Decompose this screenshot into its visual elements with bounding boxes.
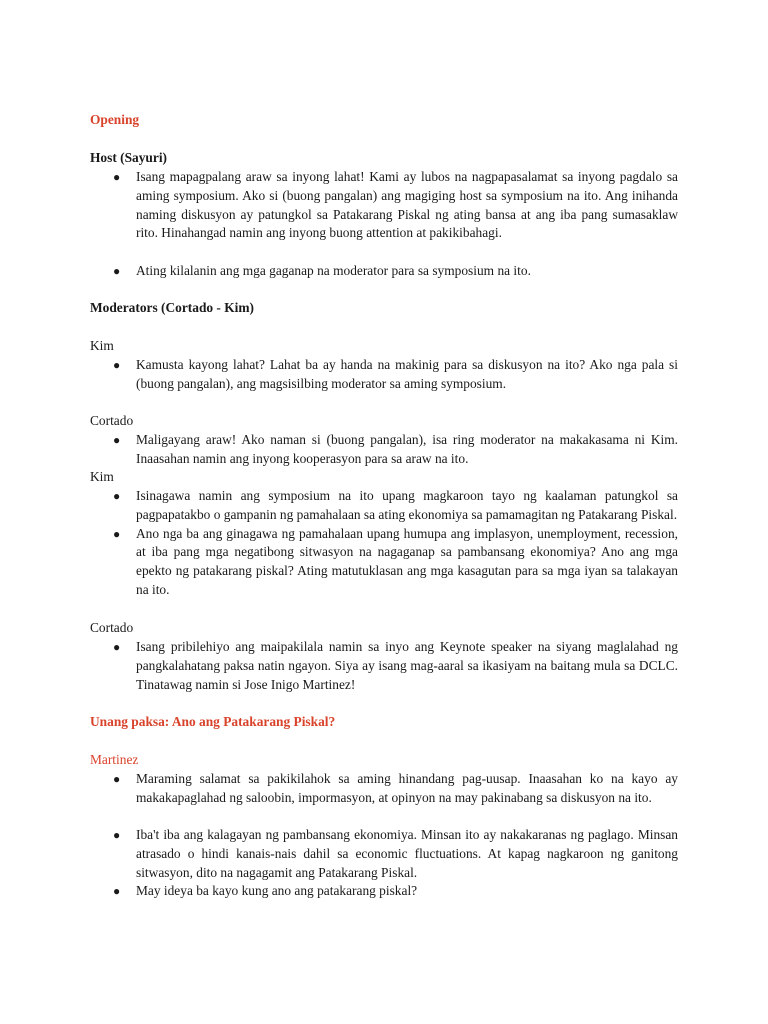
opening-heading: Opening <box>90 112 140 127</box>
bullet-icon: ● <box>113 264 121 278</box>
host-bullets-2 <box>90 262 678 281</box>
host-heading: Host (Sayuri) <box>90 150 167 165</box>
speaker-kim: Kim <box>90 338 114 353</box>
martinez-bullets-2 <box>90 826 678 901</box>
kim-bullets-2 <box>90 487 678 600</box>
kim-bullets-1 <box>90 356 678 394</box>
bullet-icon: ● <box>113 526 121 541</box>
bullet-icon: ● <box>113 489 121 503</box>
cortado-bullets-2 <box>90 638 678 694</box>
speaker-martinez: Martinez <box>90 752 139 767</box>
bullet-icon: ● <box>113 772 121 786</box>
list-item: ● Ating kilalanin ang mga gaganap na moderator para sa symposium na ito. <box>90 262 678 281</box>
list-item: ● Isinagawa namin ang symposium na ito upang magkaroon tayo ng kaalaman patungkol sa pagpapatakbo o gampanin ng pamahalaan sa ating ekonomiya sa pamamagitan ng Patakarang Piskal. <box>113 488 678 522</box>
speaker-cortado: Cortado <box>90 620 134 635</box>
list-item: ● Kamusta kayong lahat? Lahat ba ay handa na makinig para sa diskusyon na ito? Ako nga pala si (buong pangalan), ang magsisilbing moderator sa aming symposium. <box>113 357 678 391</box>
bullet-icon: ● <box>113 170 121 184</box>
list-item: ● Isang pribilehiyo ang maipakilala namin sa inyo ang Keynote speaker na siyang maglalahad ng pangkalahatang paksa natin ngayon. Siya ay isang mag-aaral sa ikasiyam na baitang mula sa DCLC. Tinatawag namin si Jose Inigo Martinez! <box>113 639 678 692</box>
martinez-bullets-1 <box>90 770 678 808</box>
list-item: ● Iba't iba ang kalagayan ng pambansang ekonomiya. Minsan ito ay nakakaranas ng paglago. Minsan atrasado o hindi kanais-nais dahil sa economic fluctuations. At kapag nagkaroon ng ganitong sitwasyon, dito na nagagamit ang Patakarang Piskal. <box>113 827 678 880</box>
host-bullets-1 <box>90 168 678 243</box>
list-item: ● Ano nga ba ang ginagawa ng pamahalaan upang humupa ang implasyon, unemployment, recession, at iba pang mga negatibong sitwasyon na nagaganap sa pambansang ekonomiya? Ano ang mga epekto ng patakarang piskal? Ating matutuklasan ang mga kasagutan para sa mga iyan sa talakayan na ito. <box>113 525 678 597</box>
list-item: ● May ideya ba kayo kung ano ang patakarang piskal? <box>90 882 678 901</box>
bullet-icon: ● <box>113 640 121 654</box>
list-item: ● Isang mapagpalang araw sa inyong lahat! Kami ay lubos na nagpapasalamat sa inyong pagdalo sa aming symposium. Ako si (buong pangalan) ang magiging host sa symposium na ito. Ang inihanda naming diskusyon ay patungkol sa Patakarang Piskal ng ating bansa at ang iba pang sumasaklaw rito. Hinahangad namin ang inyong buong attention at pakikibahagi. <box>113 169 678 241</box>
cortado-bullets-1 <box>90 431 678 469</box>
bullet-icon: ● <box>113 884 121 899</box>
bullet-icon: ● <box>113 828 121 842</box>
moderators-heading: Moderators (Cortado - Kim) <box>90 300 254 315</box>
speaker-cortado: Cortado <box>90 413 134 428</box>
bullet-icon: ● <box>113 433 121 447</box>
speaker-kim: Kim <box>90 469 114 484</box>
bullet-icon: ● <box>113 358 121 372</box>
topic1-heading: Unang paksa: Ano ang Patakarang Piskal? <box>90 714 336 729</box>
list-item: ● Maraming salamat sa pakikilahok sa aming hinandang pag-uusap. Inaasahan ko na kayo ay makakapaglahad ng saloobin, impormasyon, at opinyon na may pakinabang sa diskusyon na ito. <box>113 771 678 805</box>
list-item: ● Maligayang araw! Ako naman si (buong pangalan), isa ring moderator na makakasama ni Kim. Inaasahan namin ang inyong kooperasyon para sa araw na ito. <box>113 432 678 466</box>
